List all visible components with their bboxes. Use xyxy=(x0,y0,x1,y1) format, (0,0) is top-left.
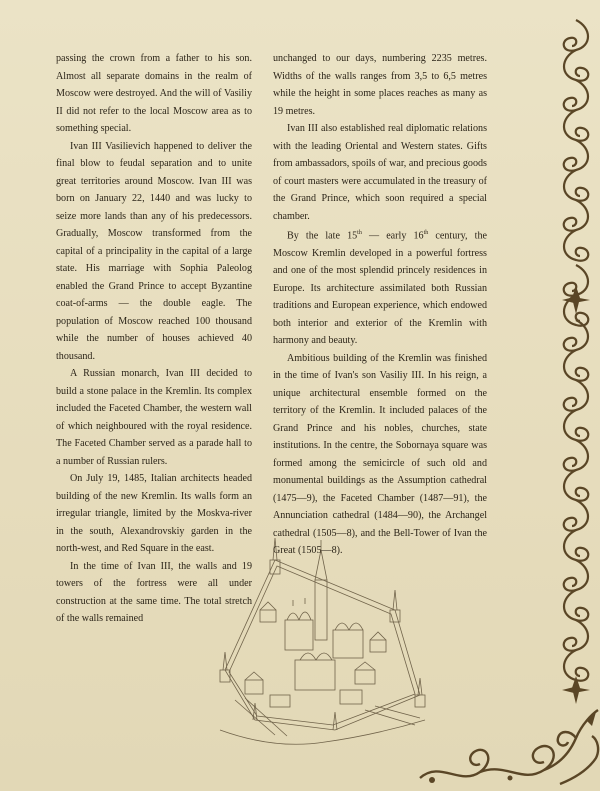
paragraph: In the time of Ivan III, the walls and 19 towers of the fortress were all under construction at the same time. The total stretch of the walls remained xyxy=(56,560,252,624)
paragraph xyxy=(273,225,487,350)
paragraph: On July 19, 1485, Italian architects headed building of the new Kremlin. Its walls form an irregular triangle, limited by the Moskva-river in the south, Alexandrovskiy garden in the north-west, and Red Square in the east. xyxy=(56,473,252,554)
text-fragment: — early 16 xyxy=(361,230,424,242)
paragraph: A Russian monarch, Ivan III decided to build a stone palace in the Kremlin. Its complex included the Faceted Chamber, the western wall of which neighboured with the royal residence. The Faceted Chamber served as a parade hall to a number of Russian rulers. xyxy=(56,368,252,467)
right-text-column xyxy=(273,50,487,560)
paragraph: passing the crown from a father to his son. Almost all separate domains in the realm of Moscow were destroyed. And the will of Vasiliy II did not refer to the local Moscow area as to something special. xyxy=(56,53,252,134)
paragraph: unchanged to our days, numbering 2235 metres. Widths of the walls ranges from 3,5 to 6,5 metres while the height in some places reaches as many as 19 metres. xyxy=(273,53,487,117)
kremlin-engraving-illustration xyxy=(215,520,435,760)
corner-flourish-ornament xyxy=(410,700,600,791)
paragraph: Ambitious building of the Kremlin was finished in the time of Ivan's son Vasiliy III. In his reign, a unique architectural ensemble formed on the territory of the Kremlin. It included palaces of the Grand Prince and his nobles, churches, state institutions. In the centre, the Sobornaya square was formed among the semicircle of such old and monumental buildings as the Assumption cathedral (1475—9), the Faceted Chamber (1487—91), the Annunciation cathedral (1484—90), the Archangel cathedral (1505—8), and the Bell-Tower of Ivan the Great (1505—8). xyxy=(273,352,487,557)
superscript: th xyxy=(357,230,362,236)
right-border-ornament xyxy=(552,0,600,791)
superscript: th xyxy=(423,230,429,236)
text-fragment: century, the Moscow Kremlin developed in a powerful fortress and one of the most splendid princely residences in Europe. Its architecture assimilated both Russian traditions and European experience, which endowed both interior and exterior of the Kremlin with harmony and beauty. xyxy=(273,230,488,347)
paragraph: Ivan III Vasilievich happened to deliver the final blow to feudal separation and to unite great territories around Moscow. Ivan III was born on January 22, 1440 and was lucky to seize more lands than any of his predecessors. Gradually, Moscow transformed from the capital of a principality in the capital of a large state. His marriage with Sophia Paleolog enabled the Grand Prince to accept Byzantine coat-of-arms — the double eagle. The population of Moscow reached 100 thousand while the number of houses achieved 40 thousand. xyxy=(56,140,252,362)
paragraph: Ivan III also established real diplomatic relations with the leading Oriental and Western states. Gifts from ambassadors, spoils of war, and precious goods of court masters were accumulated in the treasury of the Grand Prince, which soon required a special chamber. xyxy=(273,123,487,222)
text-fragment: By the late 15 xyxy=(287,230,358,242)
